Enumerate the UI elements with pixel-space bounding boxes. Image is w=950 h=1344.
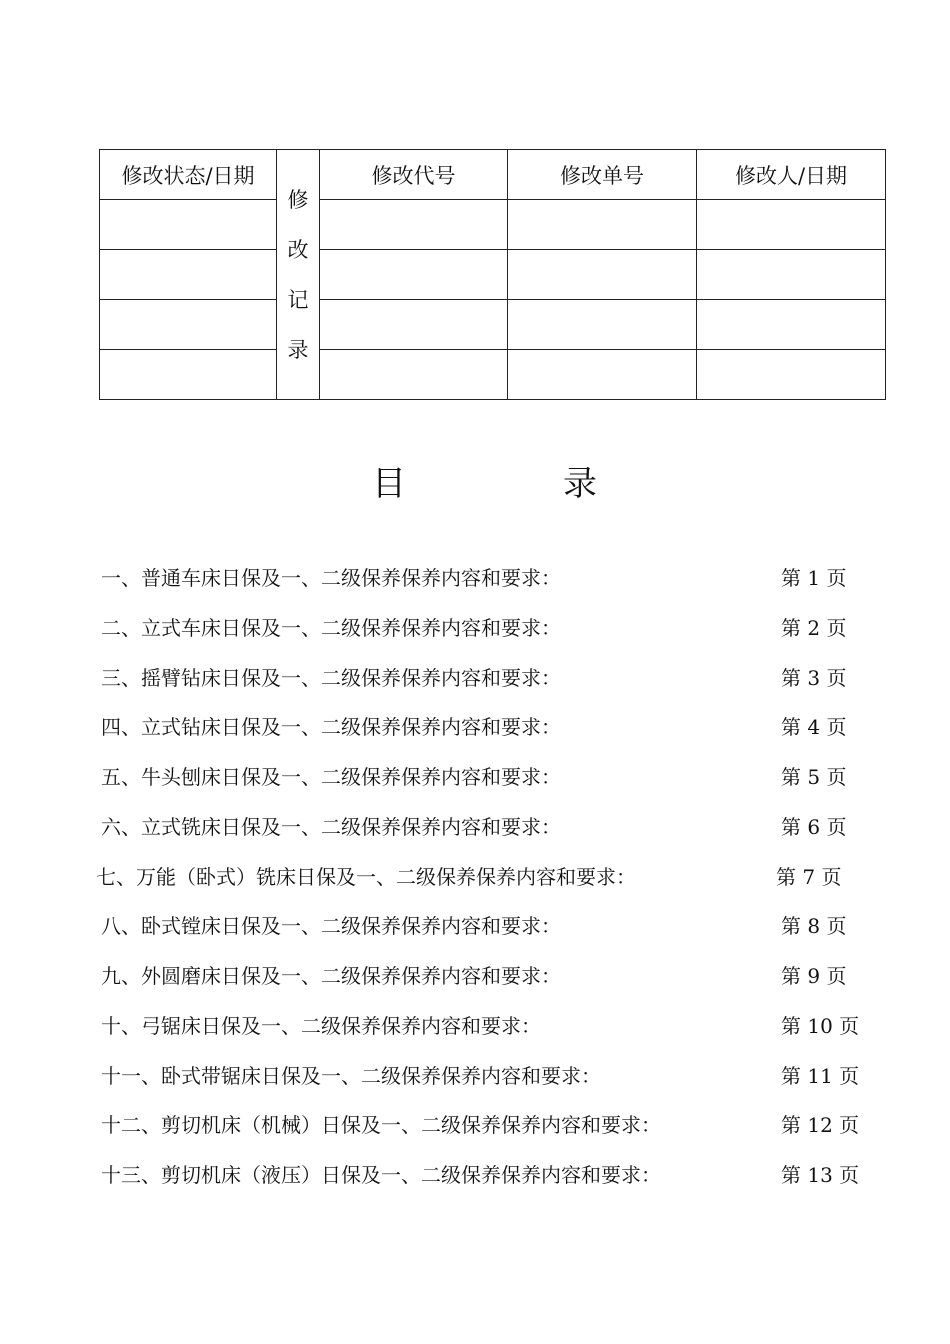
- toc-entry[interactable]: [101, 1011, 861, 1041]
- toc-title-char: 目: [372, 464, 406, 504]
- toc-entry-page: 第 11 页: [781, 1064, 860, 1088]
- table-row: [100, 250, 886, 300]
- toc-entry-text: 二、立式车床日保及一、二级保养保养内容和要求：: [101, 616, 561, 640]
- toc-entry-text: 五、牛头刨床日保及一、二级保养保养内容和要求：: [101, 765, 561, 789]
- table-cell[interactable]: [100, 250, 277, 300]
- revision-record-table: [99, 149, 886, 400]
- revision-record-side-label: [277, 150, 320, 400]
- toc-entry[interactable]: [101, 1160, 861, 1190]
- toc-entry-page: 第 4 页: [781, 715, 847, 739]
- table-cell[interactable]: [100, 300, 277, 350]
- toc-entry[interactable]: [101, 613, 861, 643]
- toc-entry-text: 七、万能（卧式）铣床日保及一、二级保养保养内容和要求：: [96, 865, 636, 889]
- toc-entry[interactable]: [101, 712, 861, 742]
- toc-entry-page: 第 7 页: [776, 865, 842, 889]
- toc-entry-text: 十一、卧式带锯床日保及一、二级保养保养内容和要求：: [101, 1064, 601, 1088]
- toc-entry-page: 第 5 页: [781, 765, 847, 789]
- toc-entry-page: 第 9 页: [781, 964, 847, 988]
- toc-entry-page: 第 12 页: [781, 1113, 860, 1137]
- toc-entry-page: 第 2 页: [781, 616, 847, 640]
- table-cell[interactable]: [697, 200, 886, 250]
- header-revision-number: 修改单号: [508, 150, 697, 200]
- table-cell[interactable]: [320, 300, 508, 350]
- side-label-char: 改: [287, 237, 309, 262]
- table-cell[interactable]: [508, 350, 697, 400]
- toc-entry[interactable]: [101, 911, 861, 941]
- toc-entry-page: 第 8 页: [781, 914, 847, 938]
- table-cell[interactable]: [508, 250, 697, 300]
- toc-entry[interactable]: [101, 762, 861, 792]
- table-cell[interactable]: [508, 300, 697, 350]
- toc-entry[interactable]: [101, 563, 861, 593]
- side-label-char: 修: [287, 187, 309, 212]
- toc-entry-text: 十三、剪切机床（液压）日保及一、二级保养保养内容和要求：: [101, 1163, 661, 1187]
- table-cell[interactable]: [320, 250, 508, 300]
- toc-entry-page: 第 13 页: [781, 1163, 860, 1187]
- table-cell[interactable]: [100, 350, 277, 400]
- table-cell[interactable]: [508, 200, 697, 250]
- toc-entry[interactable]: [101, 1110, 861, 1140]
- toc-entry-text: 四、立式钻床日保及一、二级保养保养内容和要求：: [101, 715, 561, 739]
- toc-entry[interactable]: [101, 961, 861, 991]
- toc-entry-text: 十、弓锯床日保及一、二级保养保养内容和要求：: [101, 1014, 541, 1038]
- toc-entry-text: 八、卧式镗床日保及一、二级保养保养内容和要求：: [101, 914, 561, 938]
- table-cell[interactable]: [697, 350, 886, 400]
- table-cell[interactable]: [320, 200, 508, 250]
- side-label-char: 记: [287, 287, 309, 312]
- table-cell[interactable]: [320, 350, 508, 400]
- table-row: [100, 300, 886, 350]
- toc-entry-page: 第 3 页: [781, 666, 847, 690]
- toc-entry-text: 九、外圆磨床日保及一、二级保养保养内容和要求：: [101, 964, 561, 988]
- header-reviser-date: 修改人/日期: [697, 150, 886, 200]
- toc-entry-text: 三、摇臂钻床日保及一、二级保养保养内容和要求：: [101, 666, 561, 690]
- toc-entry[interactable]: [101, 812, 861, 842]
- toc-entry-page: 第 6 页: [781, 815, 847, 839]
- table-cell[interactable]: [697, 300, 886, 350]
- table-row: [100, 200, 886, 250]
- toc-entry-page: 第 1 页: [781, 566, 847, 590]
- header-revision-status-date: 修改状态/日期: [100, 150, 277, 200]
- table-cell[interactable]: [697, 250, 886, 300]
- table-row: [100, 350, 886, 400]
- toc-title-char: 录: [563, 464, 597, 504]
- table-header-row: [100, 150, 886, 200]
- toc-entry-text: 一、普通车床日保及一、二级保养保养内容和要求：: [101, 566, 561, 590]
- table-cell[interactable]: [100, 200, 277, 250]
- toc-entry-text: 十二、剪切机床（机械）日保及一、二级保养保养内容和要求：: [101, 1113, 661, 1137]
- toc-entry-page: 第 10 页: [781, 1014, 860, 1038]
- toc-entry-text: 六、立式铣床日保及一、二级保养保养内容和要求：: [101, 815, 561, 839]
- side-label-char: 录: [287, 337, 309, 362]
- toc-entry[interactable]: [101, 663, 861, 693]
- toc-entry[interactable]: [101, 1061, 861, 1091]
- header-revision-code: 修改代号: [320, 150, 508, 200]
- toc-entry[interactable]: [96, 862, 856, 892]
